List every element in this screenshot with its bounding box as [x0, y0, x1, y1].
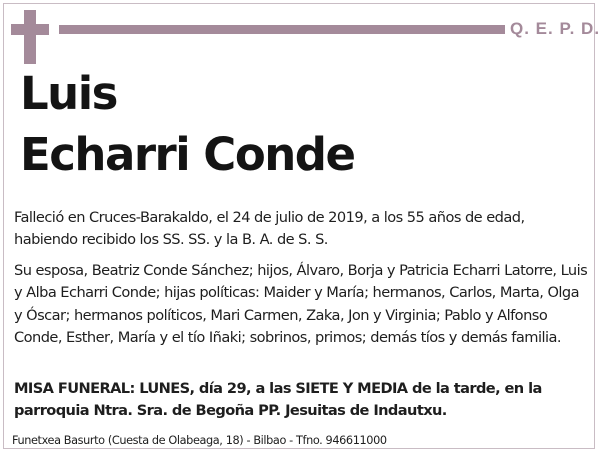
cross-icon — [11, 10, 49, 64]
qepd-label: Q. E. P. D. — [510, 19, 600, 38]
deceased-last-names: Echarri Conde — [20, 128, 355, 181]
funeral-mass-text: MISA FUNERAL: LUNES, día 29, a las SIETE Y MEDIA de la tarde, en la parroquia Ntra. Sra. de Begoña PP. Jesuitas de Indautxu. — [14, 380, 542, 420]
deceased-first-name: Luis — [20, 67, 117, 120]
funeral-home-info: Funetxea Basurto (Cuesta de Olabeaga, 18) - Bilbao - Tfno. 946611000 — [12, 434, 387, 447]
death-announcement-text: Falleció en Cruces-Barakaldo, el 24 de julio de 2019, a los 55 años de edad, habiendo recibido los SS. SS. y la B. A. de S. S. — [14, 209, 525, 249]
family-list-text: Su esposa, Beatriz Conde Sánchez; hijos, Álvaro, Borja y Patricia Echarri Latorre, Luis y Alba Echarri Conde; hijas políticas: Maider y María; hermanos, Carlos, Marta, Olga y Óscar; hermanos políticos, Mari Carmen, Zaka, Jon y Virginia; Pablo y Alfonso Conde, Esther, María y el tío Iñaki; sobrinos, primos; demás tíos y demás familia. — [14, 262, 588, 347]
header-divider-bar — [59, 25, 505, 34]
